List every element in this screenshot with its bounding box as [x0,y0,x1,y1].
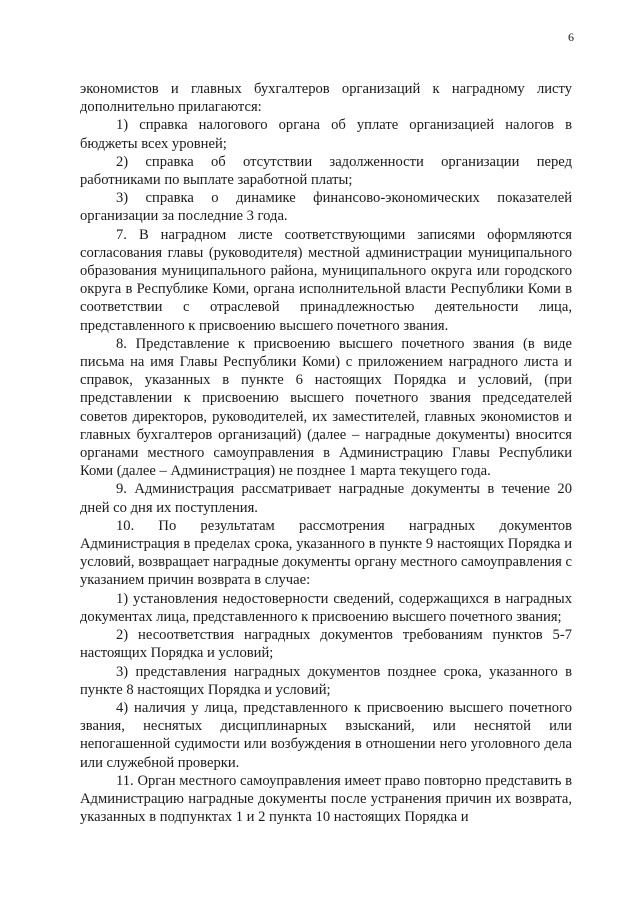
paragraph-clause-7: 7. В наградном листе соответствующими записями оформляются согласования главы (руководителя) местной администрации муниципального образования муниципального района, муниципального округа или городского округа в Республике Коми, органа исполнительной власти Республики Коми в соответствии с отраслевой принадлежностью деятельности лица, представленного к присвоению высшего почетного звания. [80,226,572,334]
paragraph-clause-10: 10. По результатам рассмотрения наградных документов Администрация в пределах срока, указанного в пункте 9 настоящих Порядка и условий, возвращает наградные документы органу местного самоуправления с указанием причин возврата в случае: [80,517,572,589]
paragraph-clause-10-item-3: 3) представления наградных документов позднее срока, указанного в пункте 8 настоящих Порядка и условий; [80,663,572,698]
page-number: 6 [568,30,574,44]
paragraph-clause-8: 8. Представление к присвоению высшего почетного звания (в виде письма на имя Главы Республики Коми) с приложением наградного листа и справок, указанных в пункте 6 настоящих Порядка и условий, (при представлении к присвоению высшего почетного звания председателей советов директоров, руководителей, их заместителей, главных экономистов и главных бухгалтеров организаций) (далее – наградные документы) вносится органами местного самоуправления в Администрацию Главы Республики Коми (далее – Администрация) не позднее 1 марта текущего года. [80,335,572,480]
document-body [80,80,572,826]
paragraph-clause-9: 9. Администрация рассматривает наградные документы в течение 20 дней со дня их поступления. [80,481,572,516]
paragraph-clause-10-item-2: 2) несоответствия наградных документов требованиям пунктов 5-7 настоящих Порядка и условий; [80,627,572,662]
paragraph-clause-11: 11. Орган местного самоуправления имеет право повторно представить в Администрацию наградные документы после устранения причин их возврата, указанных в подпунктах 1 и 2 пункта 10 настоящих Порядка и [80,772,572,826]
paragraph-continuation: экономистов и главных бухгалтеров организаций к наградному листу дополнительно прилагаются: [80,81,572,116]
paragraph-item-3: 3) справка о динамике финансово-экономических показателей организации за последние 3 года. [80,190,572,225]
paragraph-item-2: 2) справка об отсутствии задолженности организации перед работниками по выплате заработной платы; [80,153,572,189]
paragraph-clause-10-item-1: 1) установления недостоверности сведений, содержащихся в наградных документах лица, представленного к присвоению высшего почетного звания; [80,590,572,625]
paragraph-item-1: 1) справка налогового органа об уплате организацией налогов в бюджеты всех уровней; [80,117,572,152]
paragraph-clause-10-item-4: 4) наличия у лица, представленного к присвоению высшего почетного звания, неснятых дисциплинарных взысканий, или неснятой или непогашенной судимости или возбуждения в отношении него уголовного дела или служебной проверки. [80,699,572,771]
